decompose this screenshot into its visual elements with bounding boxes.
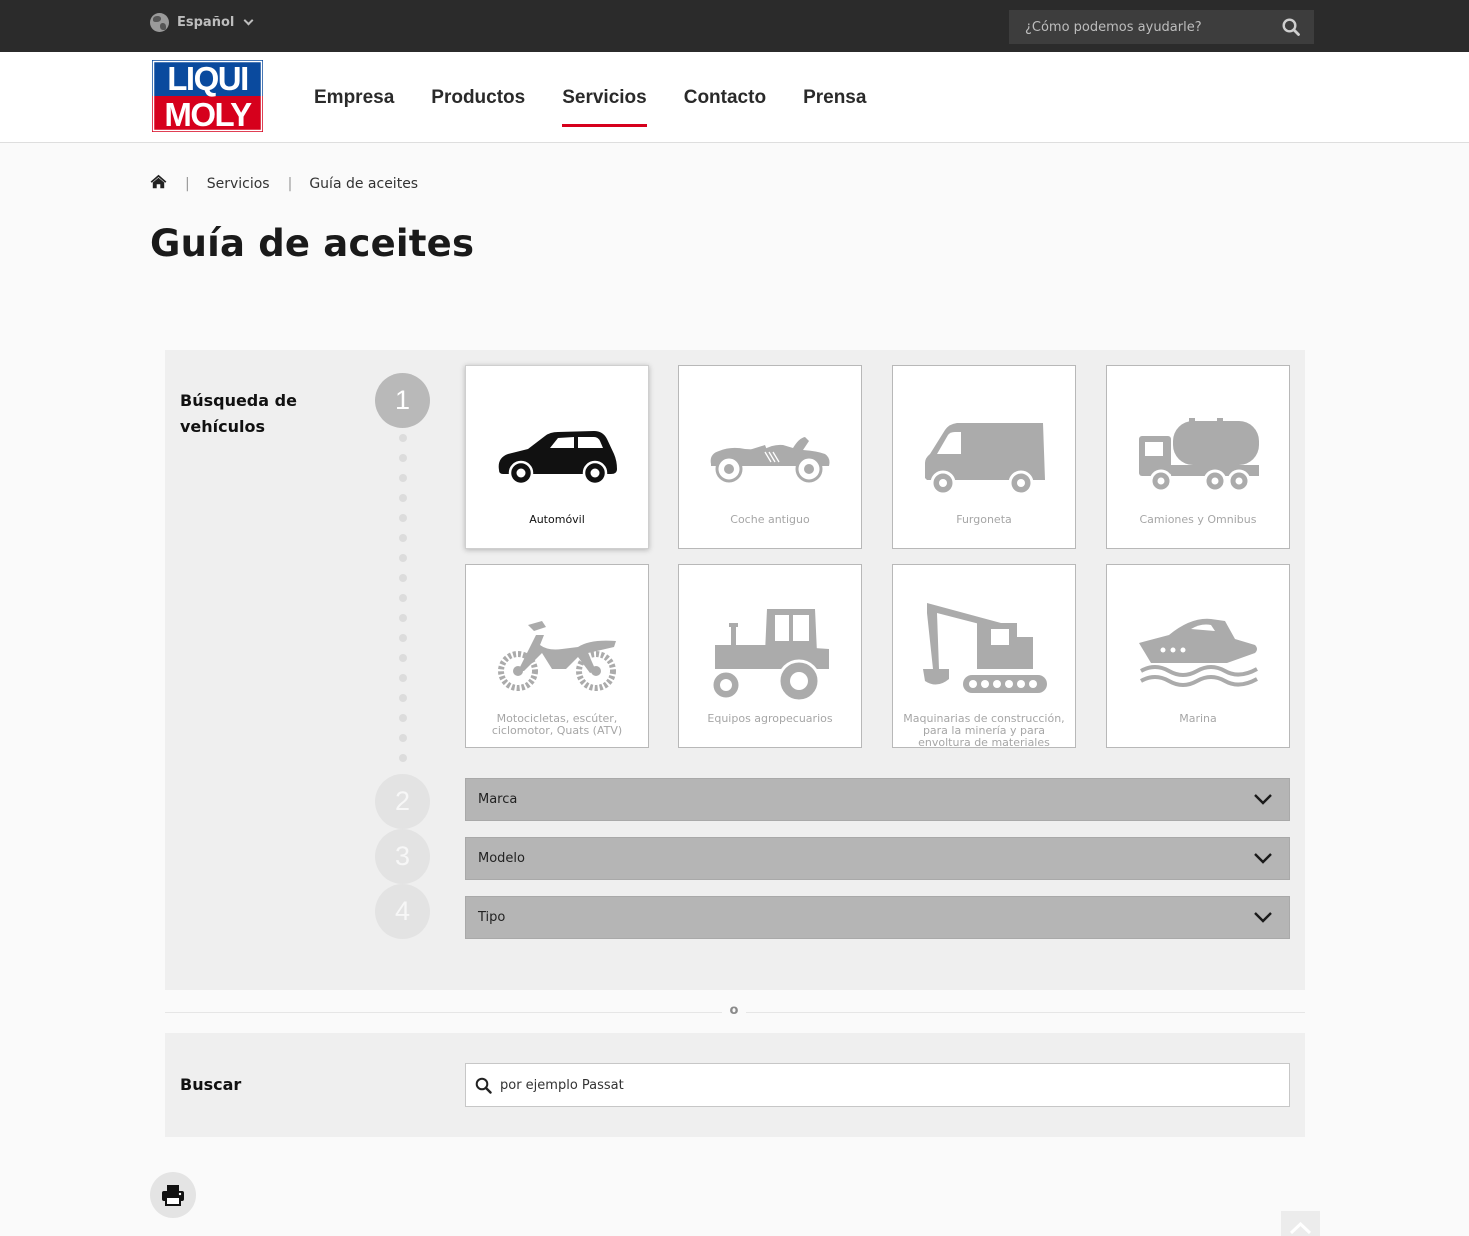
- vehicle-tile-motocicletas[interactable]: [465, 564, 649, 748]
- vehicle-tile-label: Motocicletas, escúter, ciclomotor, Quats (ATV): [491, 712, 623, 737]
- page-title: Guía de aceites: [150, 222, 475, 265]
- nav-item-prensa[interactable]: Prensa: [803, 86, 867, 108]
- step-connector-dot: [399, 534, 407, 542]
- search-label: Buscar: [180, 1075, 242, 1094]
- step-connector-dot: [399, 754, 407, 762]
- vehicle-search-label: Búsqueda de vehículos: [180, 391, 297, 436]
- step-connector-dot: [399, 694, 407, 702]
- chevron-down-icon: [1253, 789, 1273, 809]
- chevron-down-icon: [1253, 848, 1273, 868]
- step-connector-dot: [399, 634, 407, 642]
- vehicle-tile-label: Maquinarias de construcción, para la minería y para envoltura de materiales: [903, 712, 1065, 749]
- vehicle-tile-label: Marina: [1179, 712, 1217, 725]
- vehicle-tile-automovil[interactable]: [465, 365, 649, 549]
- step-3-indicator: 3: [375, 829, 430, 884]
- step-connector-dot: [399, 734, 407, 742]
- vehicle-tile-marina[interactable]: [1106, 564, 1290, 748]
- site-search-input[interactable]: [1009, 10, 1314, 44]
- print-button[interactable]: [150, 1172, 196, 1218]
- language-selector[interactable]: [150, 13, 252, 32]
- vehicle-search-box: [465, 1063, 1290, 1107]
- vehicle-tile-camiones[interactable]: [1106, 365, 1290, 549]
- back-to-top-button[interactable]: [1281, 1211, 1320, 1236]
- vehicle-tile-construccion[interactable]: [892, 564, 1076, 748]
- logo-line-2: MOLY: [164, 96, 251, 132]
- model-select[interactable]: [465, 837, 1290, 880]
- step-connector-dot: [399, 654, 407, 662]
- nav-item-empresa[interactable]: Empresa: [314, 86, 395, 108]
- step-connector-dot: [399, 614, 407, 622]
- step-connector-dot: [399, 434, 407, 442]
- step-connector-dot: [399, 494, 407, 502]
- language-label: Español: [177, 15, 235, 30]
- breadcrumb-item-current: Guía de aceites: [309, 175, 419, 192]
- top-bar: [0, 0, 1469, 52]
- type-select-label: Tipo: [478, 910, 506, 925]
- breadcrumb-separator: |: [185, 175, 190, 192]
- search-icon: [475, 1077, 492, 1098]
- site-search: [1009, 10, 1314, 44]
- breadcrumb-separator: |: [287, 175, 293, 192]
- printer-icon: [161, 1184, 185, 1206]
- globe-icon: [150, 13, 169, 32]
- chevron-down-icon: [244, 16, 254, 26]
- main-nav: [314, 52, 903, 143]
- chevron-up-icon: [1281, 1211, 1320, 1236]
- vehicle-tile-label: Equipos agropecuarios: [707, 712, 833, 725]
- nav-item-servicios[interactable]: Servicios: [562, 52, 647, 143]
- model-select-label: Modelo: [478, 851, 525, 866]
- nav-item-productos[interactable]: Productos: [431, 86, 526, 108]
- breadcrumb-item-servicios[interactable]: Servicios: [206, 175, 270, 192]
- vehicle-search-panel: [165, 350, 1305, 990]
- chevron-down-icon: [1253, 907, 1273, 927]
- step-connector-dot: [399, 594, 407, 602]
- vehicle-tile-agropecuarios[interactable]: [678, 564, 862, 748]
- or-divider-label: o: [722, 1003, 746, 1023]
- step-2-indicator: 2: [375, 774, 430, 829]
- step-connector-dot: [399, 674, 407, 682]
- brand-select[interactable]: [465, 778, 1290, 821]
- type-select[interactable]: [465, 896, 1290, 939]
- text-search-panel: [165, 1033, 1305, 1137]
- brand-select-label: Marca: [478, 792, 518, 807]
- nav-item-contacto[interactable]: Contacto: [683, 86, 767, 108]
- step-connector-dot: [399, 554, 407, 562]
- step-4-indicator: 4: [375, 884, 430, 939]
- step-connector-dot: [399, 454, 407, 462]
- liqui-moly-logo[interactable]: [152, 60, 263, 132]
- breadcrumb: [150, 174, 418, 193]
- vehicle-tile-label: Coche antiguo: [730, 513, 810, 526]
- search-icon[interactable]: [1282, 18, 1300, 40]
- vehicle-search-input[interactable]: [466, 1064, 1289, 1106]
- vehicle-tile-coche-antiguo[interactable]: [678, 365, 862, 549]
- vehicle-tile-label: Furgoneta: [956, 513, 1012, 526]
- home-icon[interactable]: [150, 174, 167, 193]
- vehicle-tile-label: Automóvil: [529, 513, 585, 526]
- site-header: [0, 52, 1469, 143]
- step-connector-dot: [399, 574, 407, 582]
- logo-line-1: LIQUI: [167, 60, 248, 97]
- step-connector-dot: [399, 714, 407, 722]
- step-connector-dot: [399, 514, 407, 522]
- vehicle-tile-furgoneta[interactable]: [892, 365, 1076, 549]
- step-1-indicator: 1: [375, 373, 430, 428]
- vehicle-tile-label: Camiones y Omnibus: [1139, 513, 1257, 526]
- step-connector-dot: [399, 474, 407, 482]
